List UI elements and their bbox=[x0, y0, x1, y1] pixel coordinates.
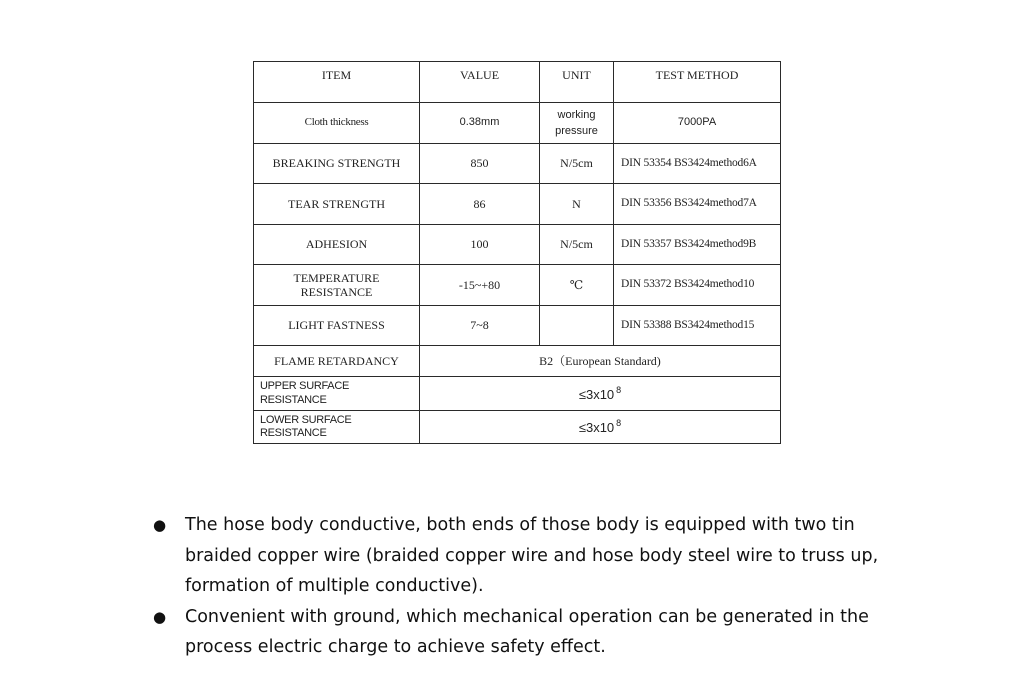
table-row bbox=[254, 225, 781, 265]
resistance-exponent: 8 bbox=[616, 418, 622, 429]
resistance-value: ≤3x10 bbox=[578, 386, 615, 402]
header-item: ITEM bbox=[254, 62, 420, 103]
unit-cell: N/5cm bbox=[540, 144, 614, 184]
table-row-upper-resistance bbox=[254, 377, 781, 411]
item-cell: FLAME RETARDANCY bbox=[254, 346, 420, 377]
item-cell: ADHESION bbox=[254, 225, 420, 265]
value-cell: 0.38mm bbox=[420, 103, 540, 144]
item-cell: LOWER SURFACE RESISTANCE bbox=[254, 411, 420, 444]
item-cell: BREAKING STRENGTH bbox=[254, 144, 420, 184]
table-row-flame bbox=[254, 346, 781, 377]
method-cell: DIN 53372 BS3424method10 bbox=[614, 265, 781, 306]
table-row bbox=[254, 103, 781, 144]
item-cell: UPPER SURFACE RESISTANCE bbox=[254, 377, 420, 411]
resistance-exponent: 8 bbox=[616, 384, 622, 395]
resistance-value: ≤3x10 bbox=[578, 420, 615, 436]
value-cell: 100 bbox=[420, 225, 540, 265]
note-text: Convenient with ground, which mechanical operation can be generated in the process electric charge to achieve safety effect. bbox=[185, 606, 869, 657]
header-value: VALUE bbox=[420, 62, 540, 103]
table-row bbox=[254, 144, 781, 184]
header-unit: UNIT bbox=[540, 62, 614, 103]
header-test-method: TEST METHOD bbox=[614, 62, 781, 103]
table-header-row bbox=[254, 62, 781, 103]
table-row bbox=[254, 306, 781, 346]
item-cell: TEAR STRENGTH bbox=[254, 184, 420, 225]
upper-resistance-value-cell bbox=[420, 377, 781, 411]
flame-value-cell: B2（European Standard) bbox=[420, 346, 781, 377]
bullet-icon: ● bbox=[153, 516, 167, 534]
method-cell: DIN 53356 BS3424method7A bbox=[614, 184, 781, 225]
table-row bbox=[254, 184, 781, 225]
list-item bbox=[150, 510, 910, 602]
method-cell: DIN 53388 BS3424method15 bbox=[614, 306, 781, 346]
method-cell: DIN 53354 BS3424method6A bbox=[614, 144, 781, 184]
value-cell: 86 bbox=[420, 184, 540, 225]
value-cell: 850 bbox=[420, 144, 540, 184]
list-item bbox=[150, 602, 910, 663]
unit-cell bbox=[540, 306, 614, 346]
unit-cell: N/5cm bbox=[540, 225, 614, 265]
table-row-lower-resistance bbox=[254, 411, 781, 444]
table-row bbox=[254, 265, 781, 306]
unit-cell: working pressure bbox=[540, 103, 614, 144]
note-text: The hose body conductive, both ends of those body is equipped with two tin braided copper wire (braided copper wire and hose body steel wire to truss up, formation of multiple conductive). bbox=[185, 515, 879, 596]
value-cell: 7~8 bbox=[420, 306, 540, 346]
spec-table bbox=[253, 61, 781, 444]
unit-cell: ℃ bbox=[540, 265, 614, 306]
unit-cell: N bbox=[540, 184, 614, 225]
value-cell: -15~+80 bbox=[420, 265, 540, 306]
method-cell: DIN 53357 BS3424method9B bbox=[614, 225, 781, 265]
item-cell: LIGHT FASTNESS bbox=[254, 306, 420, 346]
method-cell: 7000PA bbox=[614, 103, 781, 144]
lower-resistance-value-cell bbox=[420, 411, 781, 444]
item-cell: TEMPERATURE RESISTANCE bbox=[254, 265, 420, 306]
notes-list bbox=[150, 510, 910, 663]
bullet-icon: ● bbox=[153, 607, 167, 626]
item-cell: Cloth thickness bbox=[254, 103, 420, 144]
